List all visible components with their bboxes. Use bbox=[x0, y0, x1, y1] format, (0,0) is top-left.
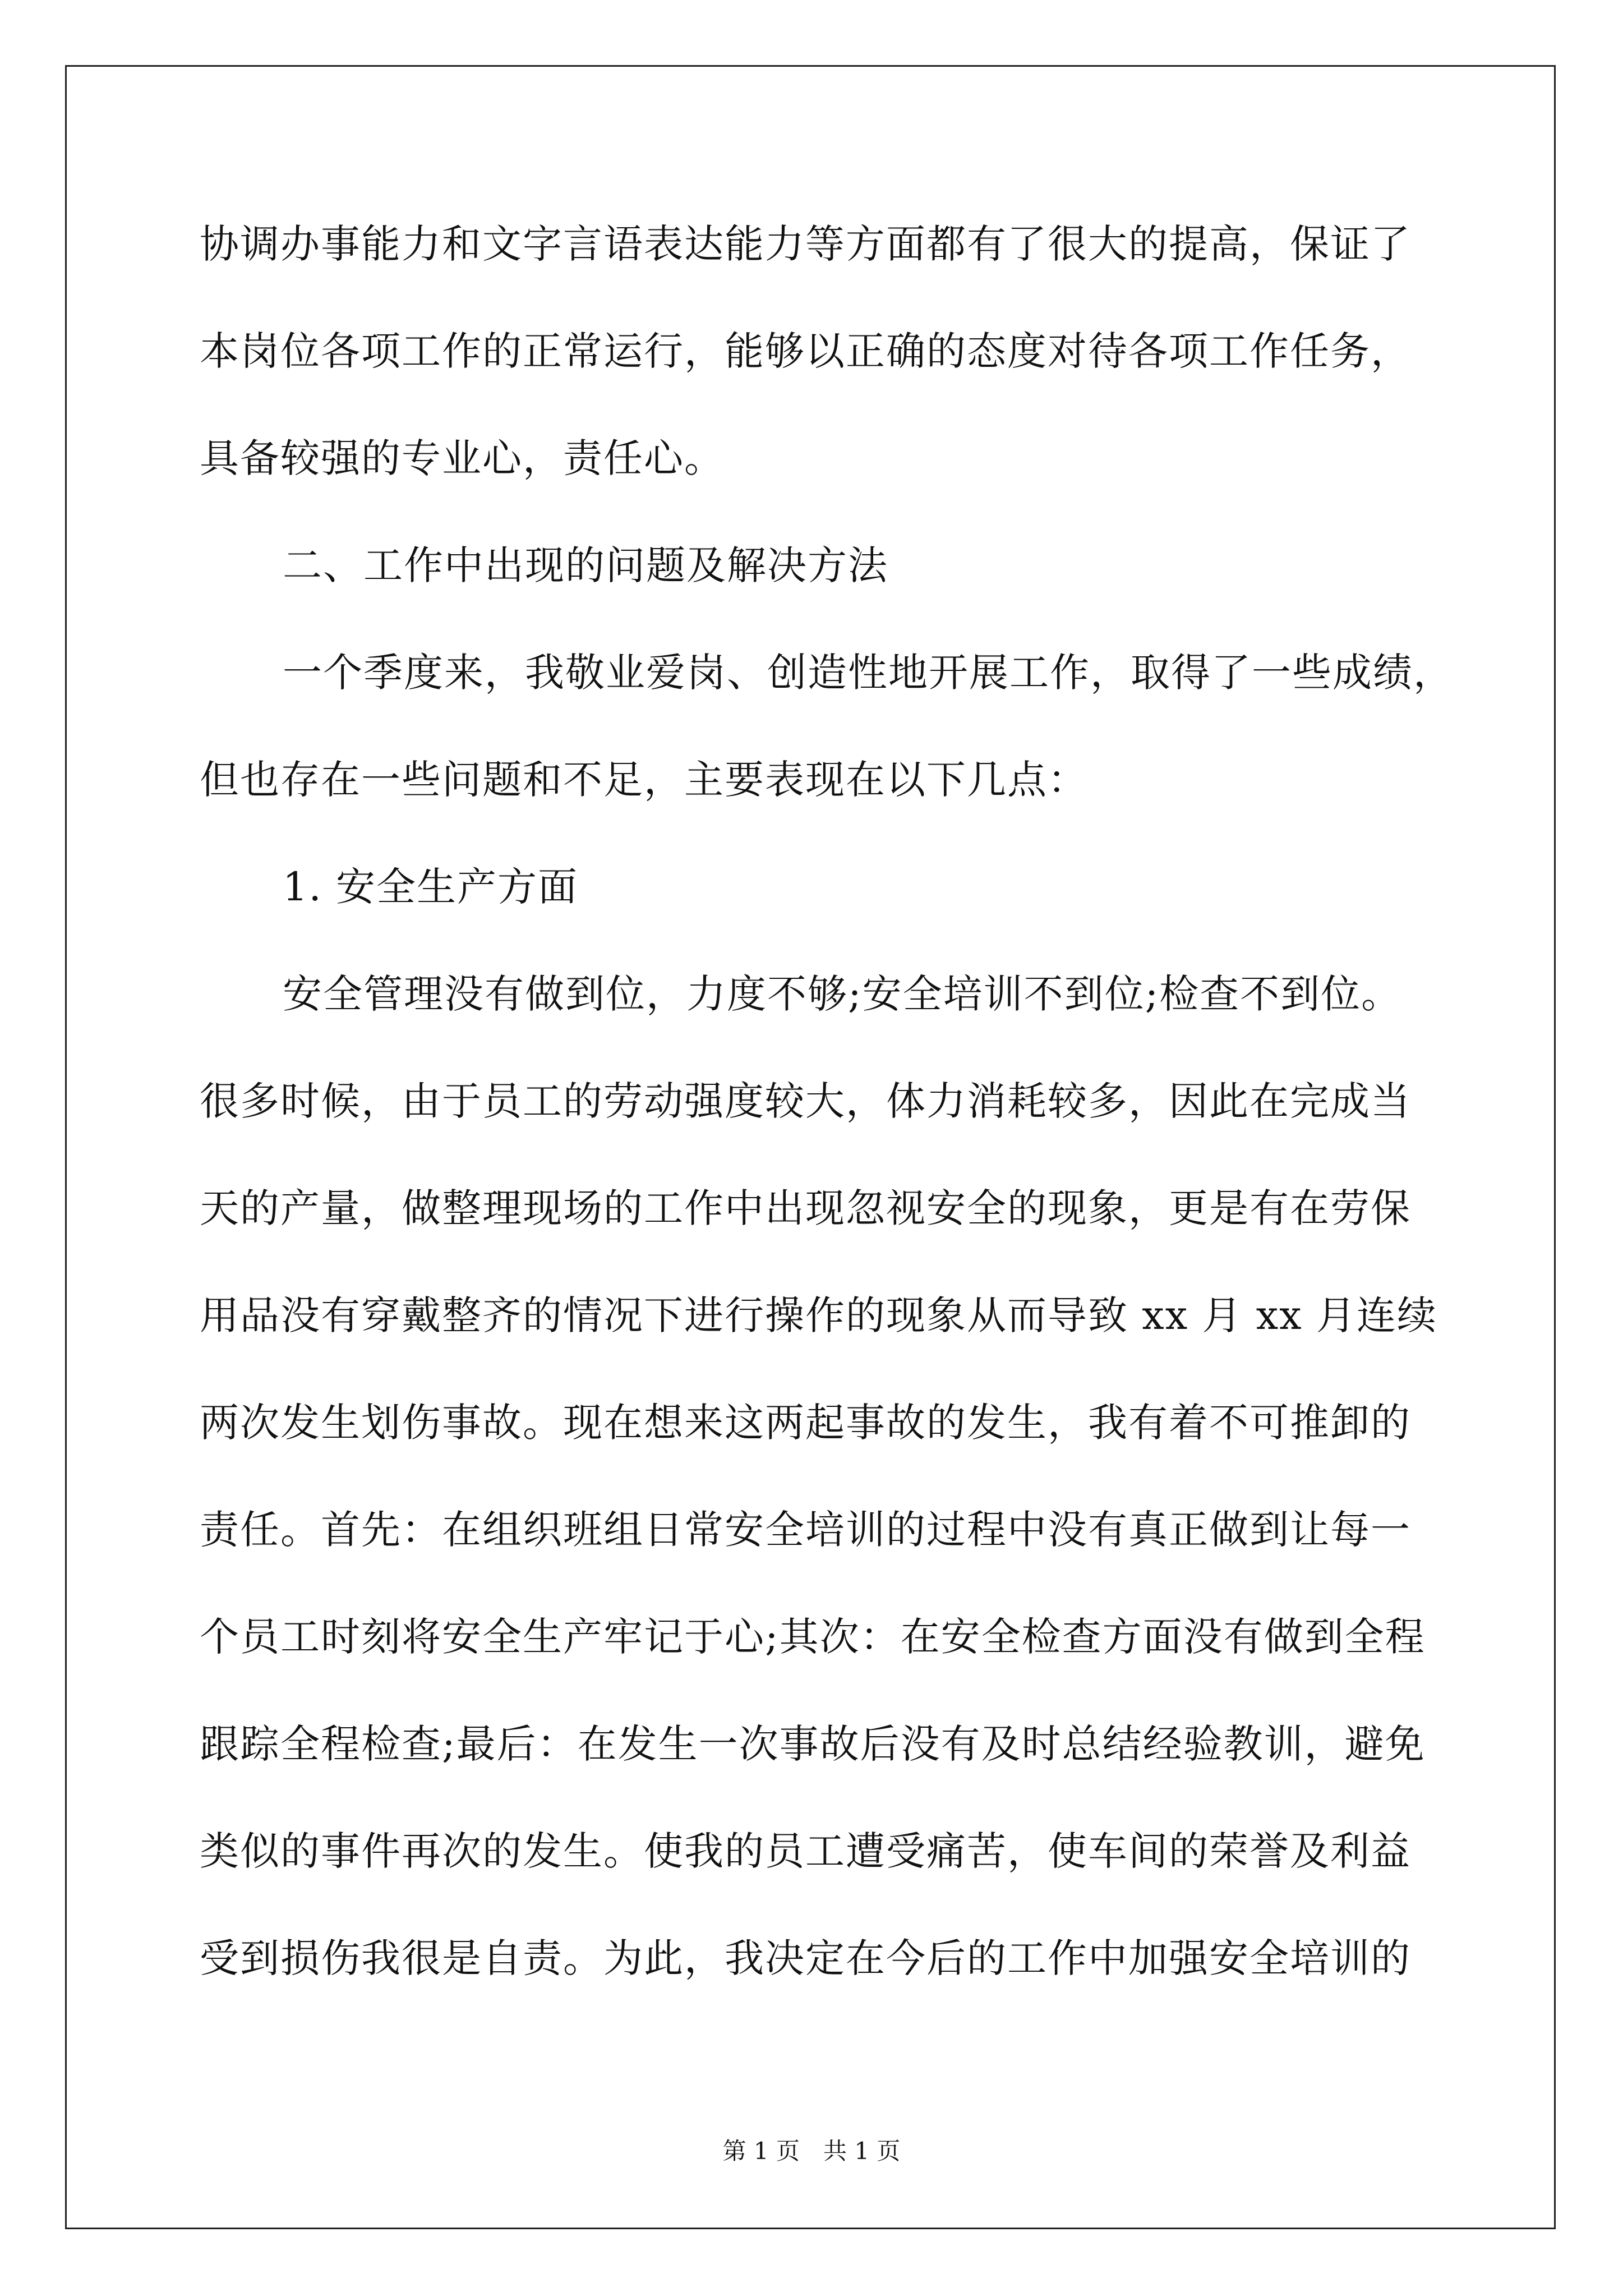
body-line: 很多时候，由于员工的劳动强度较大，体力消耗较多，因此在完成当 bbox=[200, 1078, 1411, 1124]
body-line: 个员工时刻将安全生产牢记于心;其次：在安全检查方面没有做到全程 bbox=[200, 1614, 1426, 1660]
body-line: 受到损伤我很是自责。为此，我决定在今后的工作中加强安全培训的 bbox=[200, 1935, 1411, 1981]
body-line: 跟踪全程检查;最后：在发生一次事故后没有及时总结经验教训，避免 bbox=[200, 1721, 1426, 1767]
paragraph-start-line: 一个季度来，我敬业爱岗、创造性地开展工作，取得了一些成绩， bbox=[283, 650, 1454, 696]
section-heading: 二、工作中出现的问题及解决方法 bbox=[283, 542, 888, 588]
page-number-footer: 第 1 页 共 1 页 bbox=[722, 2137, 901, 2165]
body-line: 协调办事能力和文字言语表达能力等方面都有了很大的提高，保证了 bbox=[200, 221, 1411, 267]
body-line: 责任。首先：在组织班组日常安全培训的过程中没有真正做到让每一 bbox=[200, 1507, 1411, 1553]
document-body bbox=[200, 216, 1461, 2037]
body-line: 具备较强的专业心，责任心。 bbox=[200, 435, 725, 481]
body-line: 类似的事件再次的发生。使我的员工遭受痛苦，使车间的荣誉及利益 bbox=[200, 1828, 1411, 1874]
body-line: 用品没有穿戴整齐的情况下进行操作的现象从而导致 xx 月 xx 月连续 bbox=[200, 1292, 1437, 1338]
body-line: 本岗位各项工作的正常运行，能够以正确的态度对待各项工作任务， bbox=[200, 328, 1411, 374]
body-line: 但也存在一些问题和不足，主要表现在以下几点： bbox=[200, 757, 1088, 803]
body-line: 两次发生划伤事故。现在想来这两起事故的发生，我有着不可推卸的 bbox=[200, 1400, 1411, 1446]
paragraph-start-line: 安全管理没有做到位，力度不够;安全培训不到位;检查不到位。 bbox=[283, 971, 1402, 1017]
body-line: 天的产量，做整理现场的工作中出现忽视安全的现象，更是有在劳保 bbox=[200, 1185, 1411, 1231]
subsection-heading: 1. 安全生产方面 bbox=[283, 864, 579, 910]
